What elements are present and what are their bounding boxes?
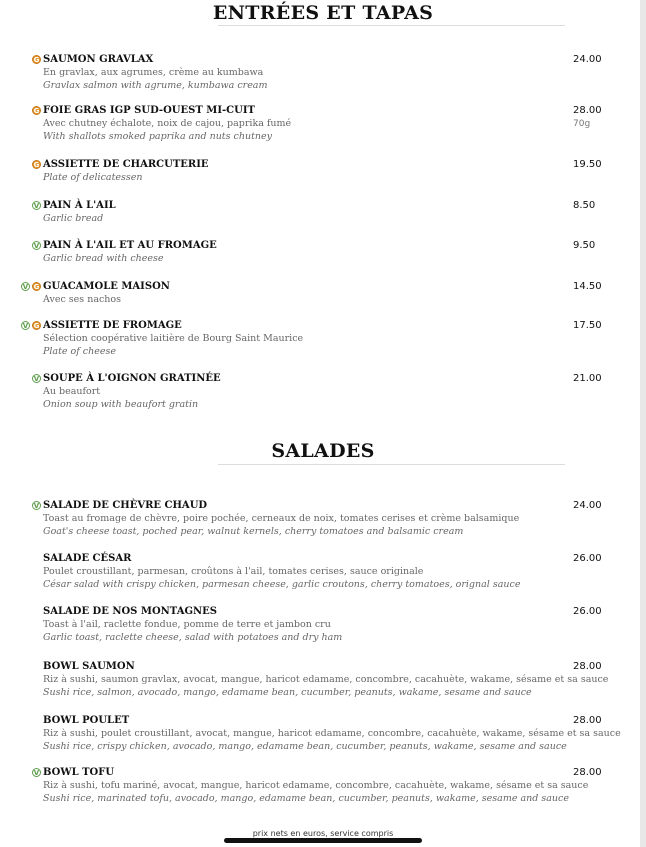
item-description-en: With shallots smoked paprika and nuts chutney [43,131,273,142]
gluten-free-icon: G [33,56,40,64]
item-name: SALADE CÉSAR [43,553,132,564]
item-name: SOUPE À L'OIGNON GRATINÉE [43,373,221,384]
item-name: ASSIETTE DE CHARCUTERIE [43,159,209,170]
vegetarian-icon: V [33,202,40,210]
vegetarian-icon: V [22,322,29,330]
item-description-fr: Avec ses nachos [43,294,122,305]
section-divider [218,25,565,26]
item-price: 26.00 [573,606,602,617]
item-price: 24.00 [573,54,602,65]
vegetarian-icon: V [22,283,29,291]
item-description-en: Sushi rice, salmon, avocado, mango, edamame bean, cucumber, peanuts, wakame, sesame and sauce [43,687,532,698]
item-description-fr: Au beaufort [43,386,101,397]
item-description-en: Sushi rice, marinated tofu, avocado, mango, edamame bean, cucumber, peanuts, wakame, sesame and sauce [43,793,569,804]
item-name: SALADE DE NOS MONTAGNES [43,606,217,617]
item-description-fr: En gravlax, aux agrumes, crème au kumbawa [43,67,264,78]
item-description-fr: Toast au fromage de chèvre, poire pochée, cerneaux de noix, tomates cerises et crème balsamique [43,513,520,524]
price-footnote: prix nets en euros, service compris [252,829,394,838]
item-price: 21.00 [573,373,602,384]
item-description-fr: Riz à sushi, saumon gravlax, avocat, mangue, haricot edamame, concombre, cacahuète, wakame, sésame et sa sauce [43,674,609,685]
item-price: 19.50 [573,159,602,170]
item-name: SAUMON GRAVLAX [43,54,154,65]
item-name: SALADE DE CHÈVRE CHAUD [43,500,208,511]
item-name: BOWL SAUMON [43,661,135,672]
gluten-free-icon: G [33,107,40,115]
item-price: 28.00 [573,767,602,778]
gluten-free-icon: G [33,161,40,169]
section-title-entrees: ENTRÉES ET TAPAS [212,2,434,24]
item-name: ASSIETTE DE FROMAGE [43,320,182,331]
item-price: 28.00 [573,715,602,726]
item-description-fr: Riz à sushi, tofu mariné, avocat, mangue, haricot edamame, concombre, cacahuète, wakame, sésame et sa sauce [43,780,589,791]
item-name: BOWL TOFU [43,767,115,778]
item-name: BOWL POULET [43,715,130,726]
section-divider [218,464,565,465]
item-price: 26.00 [573,553,602,564]
item-description-en: Gravlax salmon with agrume, kumbawa cream [43,80,268,91]
item-description-fr: Toast à l'ail, raclette fondue, pomme de terre et jambon cru [43,619,331,630]
vegetarian-icon: V [33,242,40,250]
item-price: 28.00 [573,661,602,672]
item-description-en: Goat's cheese toast, poched pear, walnut kernels, cherry tomatoes and balsamic cream [43,526,464,537]
item-price: 24.00 [573,500,602,511]
item-description-en: Onion soup with beaufort gratin [43,399,199,410]
item-description-en: Garlic toast, raclette cheese, salad with potatoes and dry ham [43,632,343,643]
item-name: PAIN À L'AIL [43,200,116,211]
item-price: 9.50 [573,240,596,251]
item-name: FOIE GRAS IGP SUD-OUEST MI-CUIT [43,105,255,116]
vegetarian-icon: V [33,502,40,510]
item-name: PAIN À L'AIL ET AU FROMAGE [43,240,217,251]
item-price: 28.00 [573,105,602,116]
item-description-en: César salad with crispy chicken, parmesan cheese, garlic croutons, cherry tomatoes, orignal sauce [43,579,521,590]
item-description-fr: Avec chutney échalote, noix de cajou, paprika fumé [43,118,292,129]
item-description-en: Sushi rice, crispy chicken, avocado, mango, edamame bean, cucumber, peanuts, wakame, sesame and sauce [43,741,567,752]
item-price: 14.50 [573,281,602,292]
item-description-en: Plate of cheese [43,346,116,357]
item-name: GUACAMOLE MAISON [43,281,170,292]
page-edge [640,0,646,847]
item-description-fr: Poulet croustillant, parmesan, croûtons à l'ail, tomates cerises, sauce originale [43,566,424,577]
item-description-en: Garlic bread [43,213,104,224]
section-title-salades: SALADES [271,440,375,462]
item-price: 8.50 [573,200,596,211]
gluten-free-icon: G [33,322,40,330]
item-description-fr: Sélection coopérative laitière de Bourg Saint Maurice [43,333,304,344]
item-description-en: Plate of delicatessen [43,172,143,183]
vegetarian-icon: V [33,375,40,383]
item-price: 17.50 [573,320,602,331]
home-indicator-bar[interactable] [224,838,422,843]
item-quantity: 70g [573,119,591,129]
item-description-en: Garlic bread with cheese [43,253,164,264]
gluten-free-icon: G [33,283,40,291]
vegetarian-icon: V [33,769,40,777]
item-description-fr: Riz à sushi, poulet croustillant, avocat, mangue, haricot edamame, concombre, cacahuète, wakame, sésame et sa sauce [43,728,621,739]
